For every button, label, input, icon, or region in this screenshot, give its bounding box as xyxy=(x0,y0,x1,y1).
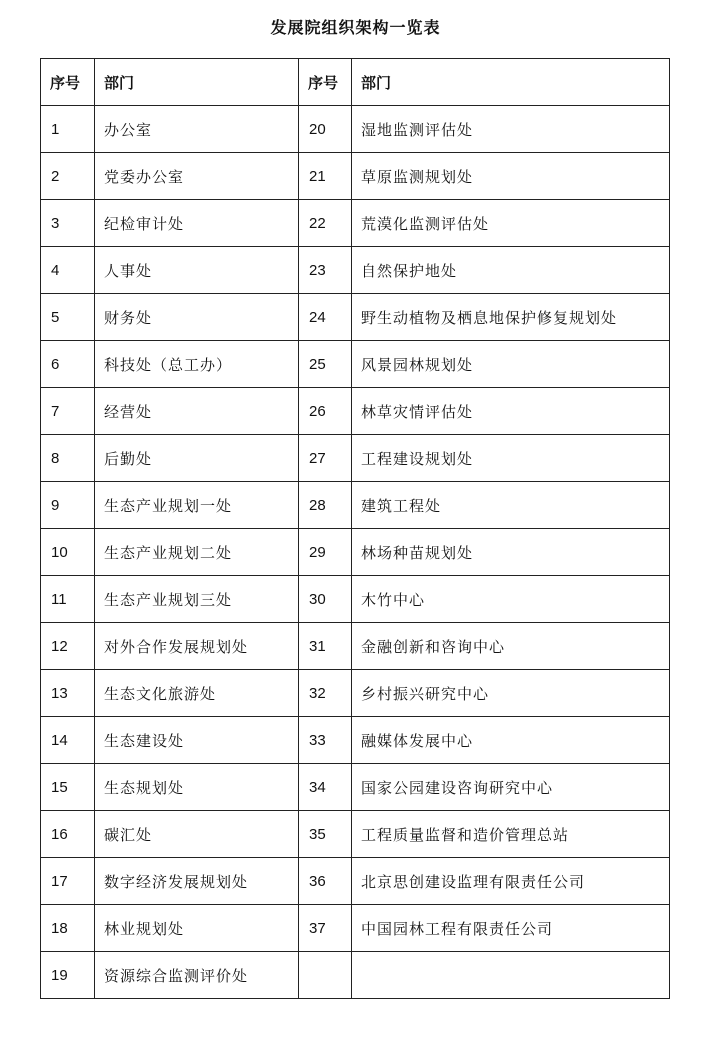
row-department-left: 生态规划处 xyxy=(95,764,299,811)
row-department-right: 林场种苗规划处 xyxy=(352,529,670,576)
table-row xyxy=(41,905,670,952)
row-index-left: 12 xyxy=(41,623,95,670)
table-header-row xyxy=(41,59,670,106)
row-index-left: 17 xyxy=(41,858,95,905)
row-department-right: 湿地监测评估处 xyxy=(352,106,670,153)
row-index-left: 2 xyxy=(41,153,95,200)
row-department-right: 乡村振兴研究中心 xyxy=(352,670,670,717)
row-index-right: 31 xyxy=(299,623,352,670)
row-department-right: 林草灾情评估处 xyxy=(352,388,670,435)
row-index-right: 36 xyxy=(299,858,352,905)
row-department-left: 生态产业规划二处 xyxy=(95,529,299,576)
row-department-right: 工程建设规划处 xyxy=(352,435,670,482)
row-department-left: 生态产业规划三处 xyxy=(95,576,299,623)
header-department-right: 部门 xyxy=(352,59,670,106)
table-row xyxy=(41,435,670,482)
row-index-right: 27 xyxy=(299,435,352,482)
row-department-left: 党委办公室 xyxy=(95,153,299,200)
row-department-left: 经营处 xyxy=(95,388,299,435)
table-row xyxy=(41,623,670,670)
header-index-right: 序号 xyxy=(299,59,352,106)
row-index-left: 11 xyxy=(41,576,95,623)
row-index-right: 25 xyxy=(299,341,352,388)
row-index-left: 3 xyxy=(41,200,95,247)
table-row xyxy=(41,341,670,388)
row-index-left: 6 xyxy=(41,341,95,388)
row-index-left: 16 xyxy=(41,811,95,858)
table-row xyxy=(41,294,670,341)
table-row xyxy=(41,858,670,905)
row-index-left: 7 xyxy=(41,388,95,435)
table-row xyxy=(41,952,670,999)
row-department-left: 生态产业规划一处 xyxy=(95,482,299,529)
row-index-right: 20 xyxy=(299,106,352,153)
row-department-left: 科技处（总工办） xyxy=(95,341,299,388)
row-department-right: 中国园林工程有限责任公司 xyxy=(352,905,670,952)
table-row xyxy=(41,670,670,717)
row-department-right: 国家公园建设咨询研究中心 xyxy=(352,764,670,811)
row-department-right: 自然保护地处 xyxy=(352,247,670,294)
row-department-left: 对外合作发展规划处 xyxy=(95,623,299,670)
row-index-left: 19 xyxy=(41,952,95,999)
table-row xyxy=(41,717,670,764)
table-row xyxy=(41,153,670,200)
row-index-left: 15 xyxy=(41,764,95,811)
row-department-right: 木竹中心 xyxy=(352,576,670,623)
header-department-left: 部门 xyxy=(95,59,299,106)
row-department-left: 人事处 xyxy=(95,247,299,294)
row-index-right: 30 xyxy=(299,576,352,623)
row-department-right: 草原监测规划处 xyxy=(352,153,670,200)
row-index-left: 1 xyxy=(41,106,95,153)
row-department-left: 林业规划处 xyxy=(95,905,299,952)
page-title: 发展院组织架构一览表 xyxy=(270,18,441,37)
row-department-right: 建筑工程处 xyxy=(352,482,670,529)
table-row xyxy=(41,576,670,623)
row-department-right: 工程质量监督和造价管理总站 xyxy=(352,811,670,858)
table-row xyxy=(41,200,670,247)
row-index-right: 24 xyxy=(299,294,352,341)
row-index-right: 33 xyxy=(299,717,352,764)
table-row xyxy=(41,482,670,529)
header-index-left: 序号 xyxy=(41,59,95,106)
row-department-right: 野生动植物及栖息地保护修复规划处 xyxy=(352,294,670,341)
row-index-right: 37 xyxy=(299,905,352,952)
empty-cell xyxy=(352,952,670,999)
row-department-right: 风景园林规划处 xyxy=(352,341,670,388)
row-index-right: 22 xyxy=(299,200,352,247)
row-department-right: 融媒体发展中心 xyxy=(352,717,670,764)
row-index-left: 9 xyxy=(41,482,95,529)
table-row xyxy=(41,106,670,153)
row-index-left: 8 xyxy=(41,435,95,482)
row-index-left: 5 xyxy=(41,294,95,341)
row-department-left: 资源综合监测评价处 xyxy=(95,952,299,999)
row-index-right: 34 xyxy=(299,764,352,811)
org-structure-table xyxy=(40,58,670,999)
table-row xyxy=(41,388,670,435)
row-index-right: 32 xyxy=(299,670,352,717)
row-index-right: 23 xyxy=(299,247,352,294)
row-index-right: 21 xyxy=(299,153,352,200)
row-index-left: 13 xyxy=(41,670,95,717)
row-index-right: 26 xyxy=(299,388,352,435)
row-department-left: 办公室 xyxy=(95,106,299,153)
row-department-left: 后勤处 xyxy=(95,435,299,482)
row-index-right: 28 xyxy=(299,482,352,529)
row-department-left: 生态建设处 xyxy=(95,717,299,764)
row-index-left: 10 xyxy=(41,529,95,576)
row-index-right: 35 xyxy=(299,811,352,858)
row-department-right: 金融创新和咨询中心 xyxy=(352,623,670,670)
table-row xyxy=(41,764,670,811)
row-department-left: 纪检审计处 xyxy=(95,200,299,247)
row-department-left: 财务处 xyxy=(95,294,299,341)
table-row xyxy=(41,247,670,294)
table-row xyxy=(41,529,670,576)
row-index-left: 18 xyxy=(41,905,95,952)
row-index-right: 29 xyxy=(299,529,352,576)
row-department-left: 数字经济发展规划处 xyxy=(95,858,299,905)
row-department-right: 北京思创建设监理有限责任公司 xyxy=(352,858,670,905)
row-department-right: 荒漠化监测评估处 xyxy=(352,200,670,247)
empty-cell xyxy=(299,952,352,999)
table-row xyxy=(41,811,670,858)
row-index-left: 4 xyxy=(41,247,95,294)
row-department-left: 生态文化旅游处 xyxy=(95,670,299,717)
row-department-left: 碳汇处 xyxy=(95,811,299,858)
row-index-left: 14 xyxy=(41,717,95,764)
